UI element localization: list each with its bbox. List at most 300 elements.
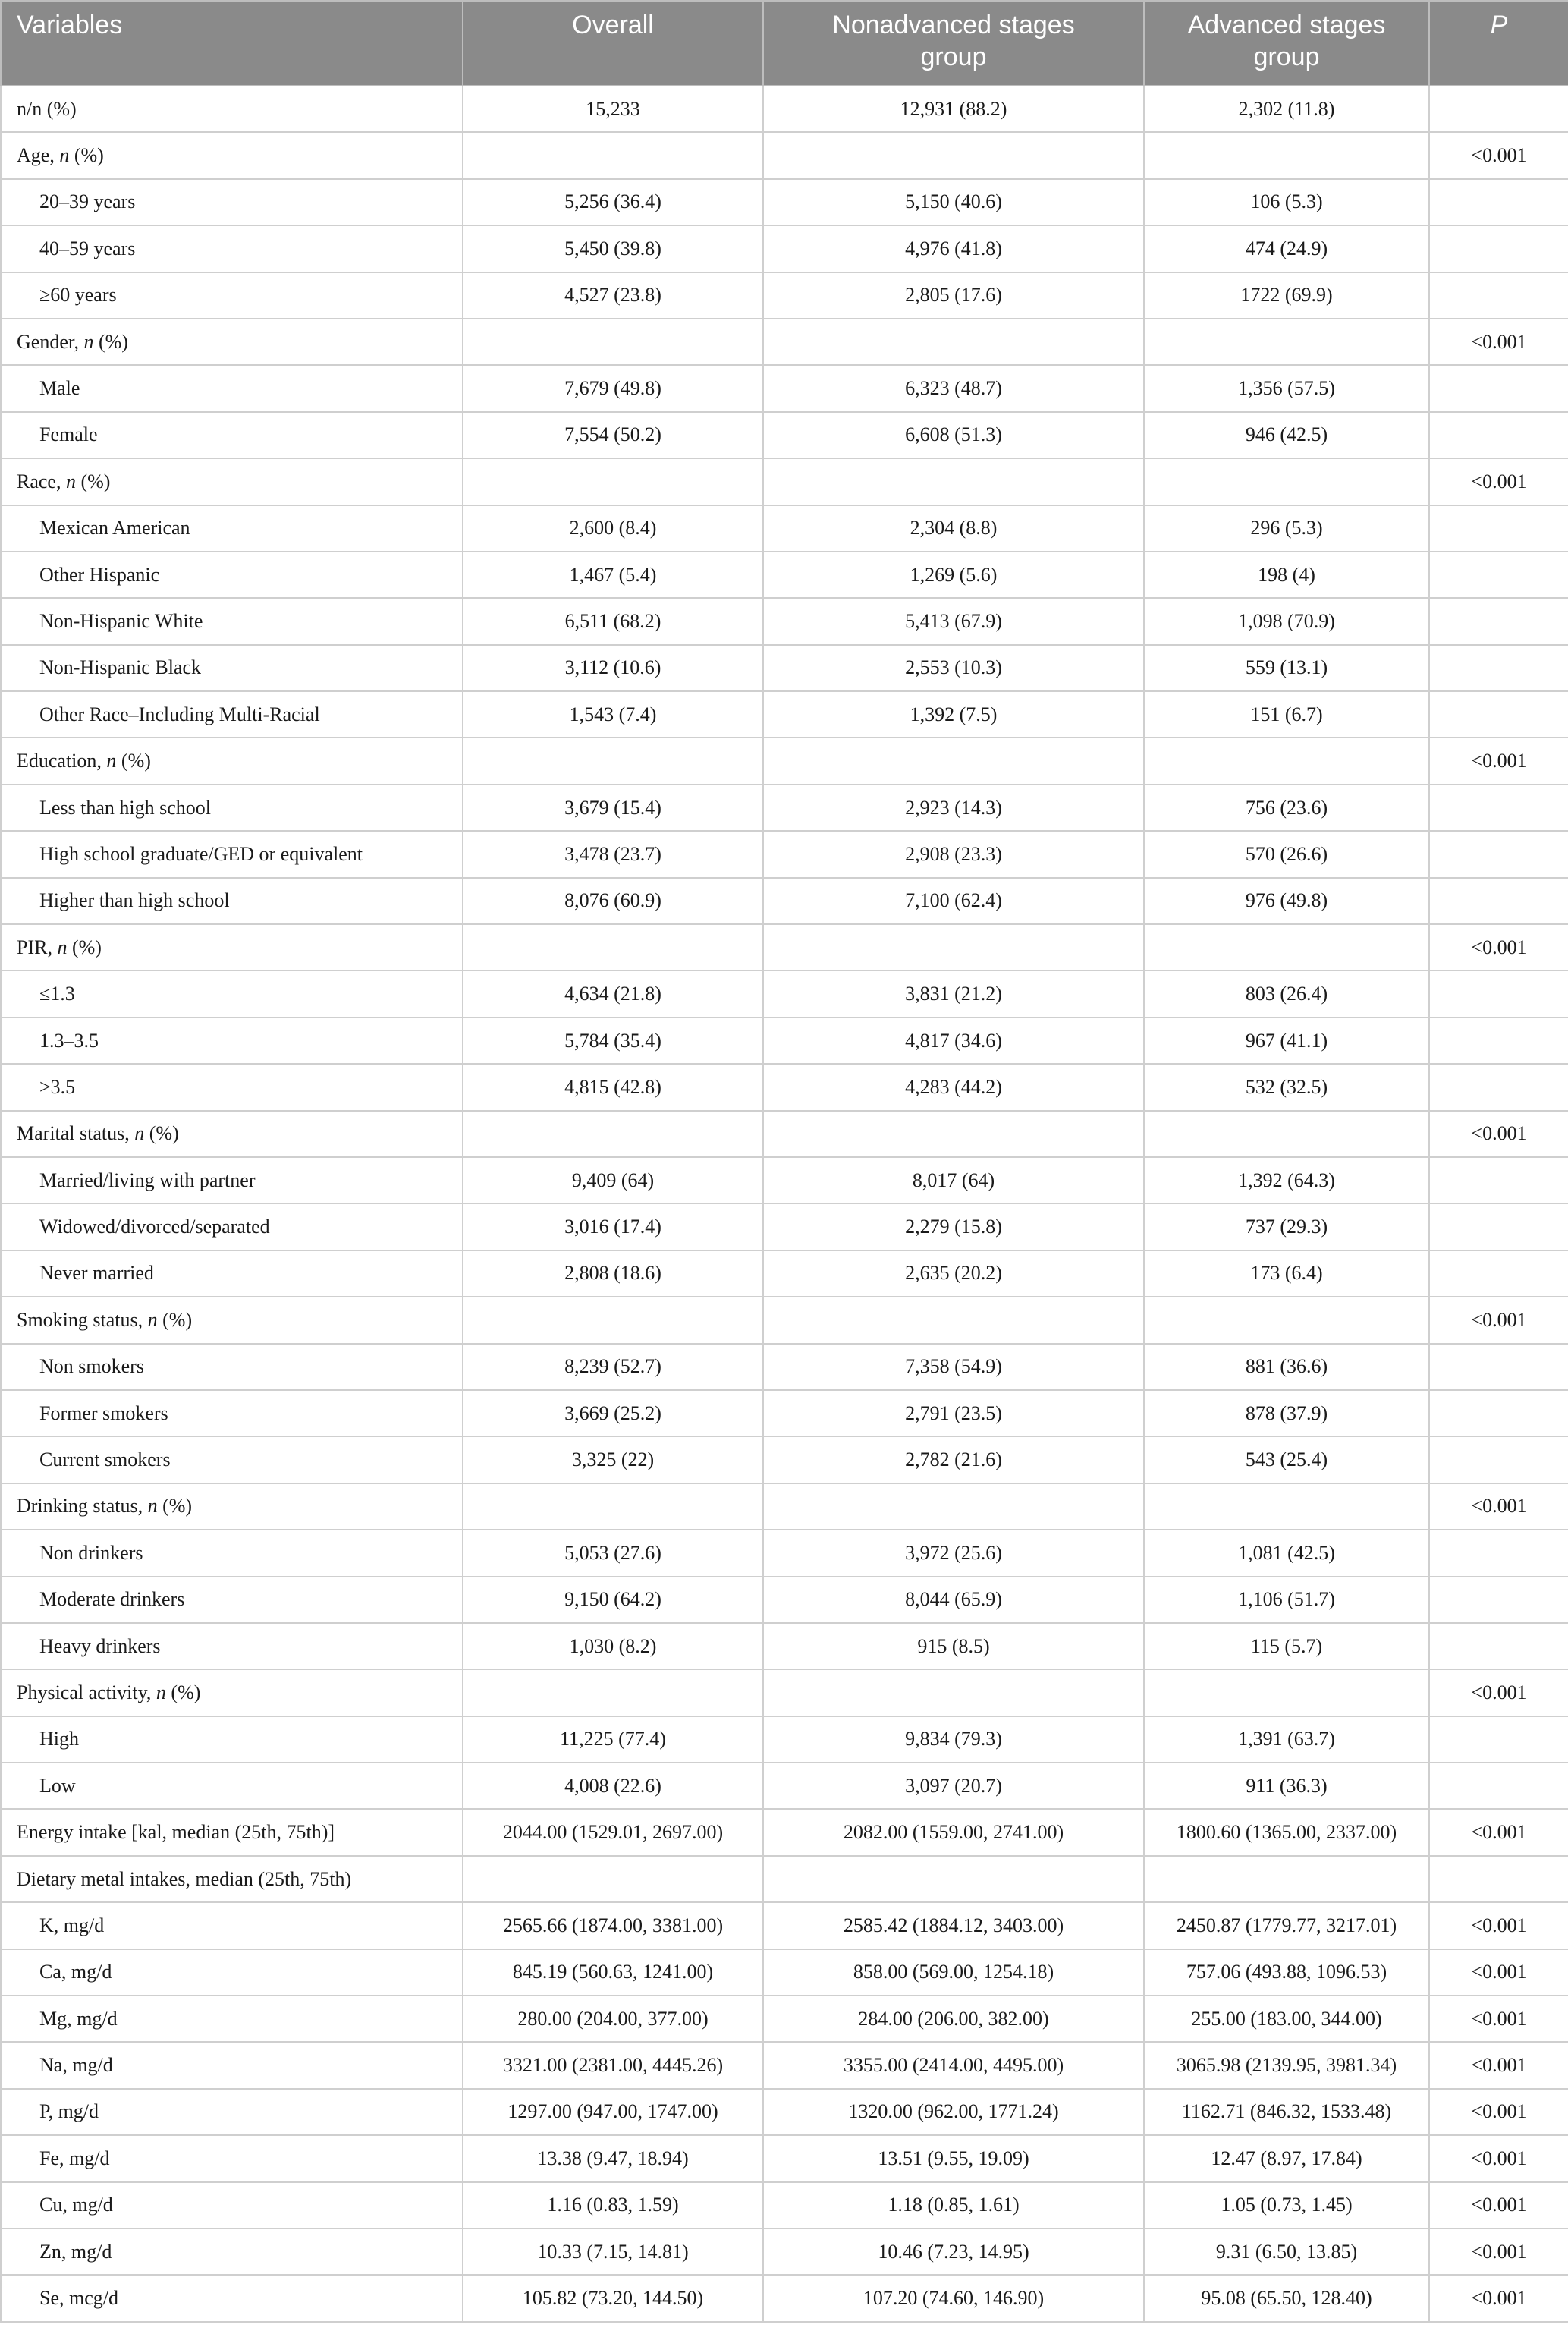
variable-label-prefix: Race, bbox=[17, 470, 66, 492]
variable-cell bbox=[1, 319, 463, 365]
nonadvanced-cell: 10.46 (7.23, 14.95) bbox=[763, 2228, 1144, 2275]
advanced-cell: 1,098 (70.9) bbox=[1144, 598, 1429, 644]
table-row bbox=[1, 970, 1568, 1017]
advanced-cell: 1,081 (42.5) bbox=[1144, 1530, 1429, 1576]
variable-cell: Widowed/divorced/separated bbox=[1, 1203, 463, 1250]
variable-cell: P, mg/d bbox=[1, 2089, 463, 2135]
p-value-cell bbox=[1429, 1577, 1568, 1623]
nonadvanced-cell: 2,279 (15.8) bbox=[763, 1203, 1144, 1250]
nonadvanced-cell: 12,931 (88.2) bbox=[763, 86, 1144, 132]
variable-cell: Never married bbox=[1, 1250, 463, 1297]
advanced-cell: 1,106 (51.7) bbox=[1144, 1577, 1429, 1623]
variable-cell: High school graduate/GED or equivalent bbox=[1, 831, 463, 877]
table-row bbox=[1, 552, 1568, 598]
overall-cell: 10.33 (7.15, 14.81) bbox=[463, 2228, 763, 2275]
advanced-cell: 12.47 (8.97, 17.84) bbox=[1144, 2135, 1429, 2181]
table-row bbox=[1, 1577, 1568, 1623]
overall-cell: 3,679 (15.4) bbox=[463, 785, 763, 831]
p-value-cell bbox=[1429, 225, 1568, 272]
advanced-cell: 1.05 (0.73, 1.45) bbox=[1144, 2182, 1429, 2228]
advanced-cell: 2,302 (11.8) bbox=[1144, 86, 1429, 132]
table-row bbox=[1, 2042, 1568, 2088]
table-row bbox=[1, 86, 1568, 132]
nonadvanced-cell: 2,553 (10.3) bbox=[763, 645, 1144, 691]
overall-cell bbox=[463, 319, 763, 365]
table-row bbox=[1, 1250, 1568, 1297]
advanced-cell: 976 (49.8) bbox=[1144, 878, 1429, 924]
nonadvanced-cell: 1320.00 (962.00, 1771.24) bbox=[763, 2089, 1144, 2135]
advanced-cell: 9.31 (6.50, 13.85) bbox=[1144, 2228, 1429, 2275]
nonadvanced-cell: 2585.42 (1884.12, 3403.00) bbox=[763, 1902, 1144, 1949]
advanced-cell: 559 (13.1) bbox=[1144, 645, 1429, 691]
nonadvanced-cell bbox=[763, 132, 1144, 178]
variable-label-prefix: Age, bbox=[17, 144, 60, 167]
overall-cell: 4,527 (23.8) bbox=[463, 272, 763, 319]
table-row bbox=[1, 1530, 1568, 1576]
header-advanced-line2: group bbox=[1253, 42, 1320, 71]
variable-cell: Cu, mg/d bbox=[1, 2182, 463, 2228]
overall-cell bbox=[463, 924, 763, 970]
advanced-cell: 756 (23.6) bbox=[1144, 785, 1429, 831]
nonadvanced-cell: 6,323 (48.7) bbox=[763, 365, 1144, 411]
overall-cell: 280.00 (204.00, 377.00) bbox=[463, 1996, 763, 2042]
advanced-cell: 570 (26.6) bbox=[1144, 831, 1429, 877]
advanced-cell: 543 (25.4) bbox=[1144, 1436, 1429, 1483]
p-value-cell: <0.001 bbox=[1429, 1297, 1568, 1343]
nonadvanced-cell: 8,017 (64) bbox=[763, 1157, 1144, 1203]
nonadvanced-cell: 3,097 (20.7) bbox=[763, 1763, 1144, 1809]
table-row bbox=[1, 1344, 1568, 1390]
nonadvanced-cell bbox=[763, 1111, 1144, 1157]
overall-cell: 2044.00 (1529.01, 2697.00) bbox=[463, 1809, 763, 1855]
p-value-cell: <0.001 bbox=[1429, 924, 1568, 970]
p-value-cell bbox=[1429, 1203, 1568, 1250]
variable-label-prefix: Education, bbox=[17, 750, 107, 772]
p-value-cell: <0.001 bbox=[1429, 1902, 1568, 1949]
nonadvanced-cell bbox=[763, 924, 1144, 970]
overall-cell: 6,511 (68.2) bbox=[463, 598, 763, 644]
table-row bbox=[1, 179, 1568, 225]
variable-cell: Dietary metal intakes, median (25th, 75th) bbox=[1, 1856, 463, 1902]
variable-cell: Male bbox=[1, 365, 463, 411]
table-row bbox=[1, 319, 1568, 365]
nonadvanced-cell: 3,831 (21.2) bbox=[763, 970, 1144, 1017]
advanced-cell: 1800.60 (1365.00, 2337.00) bbox=[1144, 1809, 1429, 1855]
table-row bbox=[1, 645, 1568, 691]
advanced-cell: 1,392 (64.3) bbox=[1144, 1157, 1429, 1203]
table-row bbox=[1, 1996, 1568, 2042]
p-value-cell bbox=[1429, 878, 1568, 924]
p-value-cell bbox=[1429, 1390, 1568, 1436]
advanced-cell: 1,391 (63.7) bbox=[1144, 1716, 1429, 1763]
overall-cell: 1.16 (0.83, 1.59) bbox=[463, 2182, 763, 2228]
table-row bbox=[1, 831, 1568, 877]
nonadvanced-cell: 1,269 (5.6) bbox=[763, 552, 1144, 598]
table-body bbox=[1, 86, 1568, 2322]
header-nonadvanced bbox=[763, 1, 1144, 86]
p-value-cell: <0.001 bbox=[1429, 2089, 1568, 2135]
variable-cell: ≥60 years bbox=[1, 272, 463, 319]
table-row bbox=[1, 2275, 1568, 2321]
nonadvanced-cell: 6,608 (51.3) bbox=[763, 412, 1144, 458]
variable-label-suffix: (%) bbox=[67, 936, 102, 958]
p-value-cell: <0.001 bbox=[1429, 1949, 1568, 1996]
overall-cell: 1,467 (5.4) bbox=[463, 552, 763, 598]
p-value-cell: <0.001 bbox=[1429, 738, 1568, 784]
variable-label-suffix: (%) bbox=[157, 1495, 193, 1518]
p-value-cell: <0.001 bbox=[1429, 132, 1568, 178]
advanced-cell: 151 (6.7) bbox=[1144, 691, 1429, 738]
overall-cell: 4,008 (22.6) bbox=[463, 1763, 763, 1809]
overall-cell: 2,808 (18.6) bbox=[463, 1250, 763, 1297]
variable-label-suffix: (%) bbox=[116, 750, 151, 772]
overall-cell: 3,478 (23.7) bbox=[463, 831, 763, 877]
variable-cell bbox=[1, 1297, 463, 1343]
table-row bbox=[1, 785, 1568, 831]
p-value-cell: <0.001 bbox=[1429, 2182, 1568, 2228]
nonadvanced-cell: 13.51 (9.55, 19.09) bbox=[763, 2135, 1144, 2181]
overall-cell: 1,543 (7.4) bbox=[463, 691, 763, 738]
variable-cell: Zn, mg/d bbox=[1, 2228, 463, 2275]
advanced-cell: 474 (24.9) bbox=[1144, 225, 1429, 272]
advanced-cell: 1,356 (57.5) bbox=[1144, 365, 1429, 411]
p-value-cell bbox=[1429, 1018, 1568, 1064]
variable-cell bbox=[1, 738, 463, 784]
p-value-cell bbox=[1429, 272, 1568, 319]
p-value-cell bbox=[1429, 552, 1568, 598]
variable-cell: High bbox=[1, 1716, 463, 1763]
variable-label-suffix: (%) bbox=[93, 330, 128, 353]
advanced-cell: 967 (41.1) bbox=[1144, 1018, 1429, 1064]
table-row bbox=[1, 598, 1568, 644]
variable-label-n: n bbox=[57, 936, 68, 958]
advanced-cell: 1722 (69.9) bbox=[1144, 272, 1429, 319]
nonadvanced-cell: 2,635 (20.2) bbox=[763, 1250, 1144, 1297]
header-overall: Overall bbox=[463, 1, 763, 86]
p-value-cell: <0.001 bbox=[1429, 2275, 1568, 2321]
p-value-cell: <0.001 bbox=[1429, 1483, 1568, 1530]
variable-cell: Former smokers bbox=[1, 1390, 463, 1436]
header-p-value: P bbox=[1429, 1, 1568, 86]
advanced-cell: 296 (5.3) bbox=[1144, 505, 1429, 552]
p-value-cell: <0.001 bbox=[1429, 1996, 1568, 2042]
variable-cell bbox=[1, 1669, 463, 1716]
variable-cell bbox=[1, 924, 463, 970]
advanced-cell bbox=[1144, 319, 1429, 365]
overall-cell: 13.38 (9.47, 18.94) bbox=[463, 2135, 763, 2181]
table-row bbox=[1, 1436, 1568, 1483]
variable-cell: Heavy drinkers bbox=[1, 1623, 463, 1669]
advanced-cell: 532 (32.5) bbox=[1144, 1064, 1429, 1110]
overall-cell: 105.82 (73.20, 144.50) bbox=[463, 2275, 763, 2321]
overall-cell: 4,815 (42.8) bbox=[463, 1064, 763, 1110]
advanced-cell bbox=[1144, 132, 1429, 178]
advanced-cell: 737 (29.3) bbox=[1144, 1203, 1429, 1250]
p-value-cell bbox=[1429, 505, 1568, 552]
nonadvanced-cell: 858.00 (569.00, 1254.18) bbox=[763, 1949, 1144, 1996]
advanced-cell bbox=[1144, 1111, 1429, 1157]
table-row bbox=[1, 458, 1568, 505]
table-row bbox=[1, 924, 1568, 970]
table-row bbox=[1, 1483, 1568, 1530]
nonadvanced-cell: 2082.00 (1559.00, 2741.00) bbox=[763, 1809, 1144, 1855]
variable-cell: Mexican American bbox=[1, 505, 463, 552]
table-row bbox=[1, 365, 1568, 411]
overall-cell bbox=[463, 458, 763, 505]
variable-cell: ≤1.3 bbox=[1, 970, 463, 1017]
overall-cell: 845.19 (560.63, 1241.00) bbox=[463, 1949, 763, 1996]
variable-label-prefix: Gender, bbox=[17, 330, 84, 353]
p-value-cell bbox=[1429, 1856, 1568, 1902]
variable-cell: Moderate drinkers bbox=[1, 1577, 463, 1623]
variable-cell: Non smokers bbox=[1, 1344, 463, 1390]
advanced-cell: 757.06 (493.88, 1096.53) bbox=[1144, 1949, 1429, 1996]
nonadvanced-cell: 2,805 (17.6) bbox=[763, 272, 1144, 319]
overall-cell: 3,325 (22) bbox=[463, 1436, 763, 1483]
overall-cell: 15,233 bbox=[463, 86, 763, 132]
advanced-cell: 106 (5.3) bbox=[1144, 179, 1429, 225]
p-value-cell: <0.001 bbox=[1429, 2042, 1568, 2088]
nonadvanced-cell bbox=[763, 1856, 1144, 1902]
nonadvanced-cell: 7,358 (54.9) bbox=[763, 1344, 1144, 1390]
p-value-cell bbox=[1429, 412, 1568, 458]
variable-label-n: n bbox=[156, 1681, 166, 1703]
advanced-cell: 911 (36.3) bbox=[1144, 1763, 1429, 1809]
advanced-cell bbox=[1144, 458, 1429, 505]
nonadvanced-cell: 2,791 (23.5) bbox=[763, 1390, 1144, 1436]
p-value-cell bbox=[1429, 831, 1568, 877]
overall-cell bbox=[463, 1856, 763, 1902]
variable-label-n: n bbox=[59, 144, 70, 167]
variable-cell: Married/living with partner bbox=[1, 1157, 463, 1203]
overall-cell bbox=[463, 1669, 763, 1716]
variable-cell: Non-Hispanic Black bbox=[1, 645, 463, 691]
variable-label-prefix: PIR, bbox=[17, 936, 58, 958]
advanced-cell bbox=[1144, 738, 1429, 784]
p-value-cell bbox=[1429, 1530, 1568, 1576]
variable-cell: Non-Hispanic White bbox=[1, 598, 463, 644]
overall-cell: 5,450 (39.8) bbox=[463, 225, 763, 272]
overall-cell: 4,634 (21.8) bbox=[463, 970, 763, 1017]
nonadvanced-cell bbox=[763, 458, 1144, 505]
header-variables: Variables bbox=[1, 1, 463, 86]
overall-cell: 5,784 (35.4) bbox=[463, 1018, 763, 1064]
nonadvanced-cell bbox=[763, 738, 1144, 784]
p-value-cell bbox=[1429, 1250, 1568, 1297]
variable-cell: 40–59 years bbox=[1, 225, 463, 272]
header-advanced bbox=[1144, 1, 1429, 86]
variable-cell: Non drinkers bbox=[1, 1530, 463, 1576]
table-row bbox=[1, 1856, 1568, 1902]
table-row bbox=[1, 691, 1568, 738]
header-nonadvanced-line2: group bbox=[920, 42, 987, 71]
overall-cell: 1297.00 (947.00, 1747.00) bbox=[463, 2089, 763, 2135]
p-value-cell bbox=[1429, 179, 1568, 225]
p-value-cell bbox=[1429, 1064, 1568, 1110]
advanced-cell: 1162.71 (846.32, 1533.48) bbox=[1144, 2089, 1429, 2135]
nonadvanced-cell: 2,304 (8.8) bbox=[763, 505, 1144, 552]
p-value-cell bbox=[1429, 1157, 1568, 1203]
nonadvanced-cell: 2,908 (23.3) bbox=[763, 831, 1144, 877]
table-row bbox=[1, 1716, 1568, 1763]
variable-label-suffix: (%) bbox=[157, 1308, 193, 1331]
nonadvanced-cell: 4,976 (41.8) bbox=[763, 225, 1144, 272]
overall-cell bbox=[463, 1111, 763, 1157]
overall-cell: 1,030 (8.2) bbox=[463, 1623, 763, 1669]
p-value-cell bbox=[1429, 1436, 1568, 1483]
variable-cell: 20–39 years bbox=[1, 179, 463, 225]
table-row bbox=[1, 272, 1568, 319]
variable-cell: Mg, mg/d bbox=[1, 1996, 463, 2042]
variable-label-n: n bbox=[83, 330, 94, 353]
advanced-cell: 115 (5.7) bbox=[1144, 1623, 1429, 1669]
variable-label-suffix: (%) bbox=[69, 144, 104, 167]
nonadvanced-cell bbox=[763, 319, 1144, 365]
overall-cell bbox=[463, 1483, 763, 1530]
variable-label-prefix: Smoking status, bbox=[17, 1308, 148, 1331]
advanced-cell bbox=[1144, 1669, 1429, 1716]
nonadvanced-cell: 284.00 (206.00, 382.00) bbox=[763, 1996, 1144, 2042]
variable-cell: 1.3–3.5 bbox=[1, 1018, 463, 1064]
overall-cell: 3321.00 (2381.00, 4445.26) bbox=[463, 2042, 763, 2088]
p-value-cell bbox=[1429, 598, 1568, 644]
variable-cell: Higher than high school bbox=[1, 878, 463, 924]
p-value-cell: <0.001 bbox=[1429, 1669, 1568, 1716]
overall-cell: 7,679 (49.8) bbox=[463, 365, 763, 411]
p-value-cell: <0.001 bbox=[1429, 1809, 1568, 1855]
overall-cell: 9,409 (64) bbox=[463, 1157, 763, 1203]
variable-cell bbox=[1, 132, 463, 178]
variable-cell bbox=[1, 1483, 463, 1530]
p-value-cell: <0.001 bbox=[1429, 458, 1568, 505]
p-value-cell bbox=[1429, 645, 1568, 691]
overall-cell bbox=[463, 1297, 763, 1343]
advanced-cell: 3065.98 (2139.95, 3981.34) bbox=[1144, 2042, 1429, 2088]
nonadvanced-cell: 2,782 (21.6) bbox=[763, 1436, 1144, 1483]
nonadvanced-cell: 3,972 (25.6) bbox=[763, 1530, 1144, 1576]
variable-cell: Se, mcg/d bbox=[1, 2275, 463, 2321]
table-row bbox=[1, 2089, 1568, 2135]
table-row bbox=[1, 1763, 1568, 1809]
p-value-cell bbox=[1429, 970, 1568, 1017]
variable-label-n: n bbox=[147, 1495, 158, 1518]
nonadvanced-cell: 8,044 (65.9) bbox=[763, 1577, 1144, 1623]
overall-cell: 11,225 (77.4) bbox=[463, 1716, 763, 1763]
table-row bbox=[1, 225, 1568, 272]
nonadvanced-cell: 1.18 (0.85, 1.61) bbox=[763, 2182, 1144, 2228]
nonadvanced-cell bbox=[763, 1483, 1144, 1530]
p-value-cell: <0.001 bbox=[1429, 2135, 1568, 2181]
advanced-cell: 878 (37.9) bbox=[1144, 1390, 1429, 1436]
advanced-cell: 803 (26.4) bbox=[1144, 970, 1429, 1017]
nonadvanced-cell: 4,283 (44.2) bbox=[763, 1064, 1144, 1110]
table-row bbox=[1, 1669, 1568, 1716]
variable-cell: n/n (%) bbox=[1, 86, 463, 132]
table-row bbox=[1, 1390, 1568, 1436]
overall-cell: 3,016 (17.4) bbox=[463, 1203, 763, 1250]
p-value-cell bbox=[1429, 1623, 1568, 1669]
header-nonadvanced-line1: Nonadvanced stages bbox=[832, 11, 1075, 39]
overall-cell: 2,600 (8.4) bbox=[463, 505, 763, 552]
header-advanced-line1: Advanced stages bbox=[1187, 11, 1386, 39]
variable-label-n: n bbox=[65, 470, 76, 492]
variable-cell: Female bbox=[1, 412, 463, 458]
overall-cell: 3,112 (10.6) bbox=[463, 645, 763, 691]
advanced-cell: 946 (42.5) bbox=[1144, 412, 1429, 458]
nonadvanced-cell: 3355.00 (2414.00, 4495.00) bbox=[763, 2042, 1144, 2088]
p-value-cell bbox=[1429, 1344, 1568, 1390]
table-row bbox=[1, 2228, 1568, 2275]
advanced-cell: 198 (4) bbox=[1144, 552, 1429, 598]
advanced-cell bbox=[1144, 924, 1429, 970]
table-row bbox=[1, 1203, 1568, 1250]
overall-cell bbox=[463, 132, 763, 178]
nonadvanced-cell: 9,834 (79.3) bbox=[763, 1716, 1144, 1763]
advanced-cell: 95.08 (65.50, 128.40) bbox=[1144, 2275, 1429, 2321]
variable-label-suffix: (%) bbox=[165, 1681, 201, 1703]
nonadvanced-cell bbox=[763, 1297, 1144, 1343]
table-row bbox=[1, 1157, 1568, 1203]
overall-cell: 2565.66 (1874.00, 3381.00) bbox=[463, 1902, 763, 1949]
variable-cell: K, mg/d bbox=[1, 1902, 463, 1949]
table-row bbox=[1, 738, 1568, 784]
overall-cell: 8,076 (60.9) bbox=[463, 878, 763, 924]
p-value-cell bbox=[1429, 86, 1568, 132]
advanced-cell bbox=[1144, 1856, 1429, 1902]
variable-label-prefix: Physical activity, bbox=[17, 1681, 156, 1703]
table-row bbox=[1, 1018, 1568, 1064]
p-value-cell bbox=[1429, 785, 1568, 831]
table-row bbox=[1, 1111, 1568, 1157]
overall-cell: 8,239 (52.7) bbox=[463, 1344, 763, 1390]
variable-cell: Low bbox=[1, 1763, 463, 1809]
variable-cell: Energy intake [kal, median (25th, 75th)] bbox=[1, 1809, 463, 1855]
variable-label-prefix: Drinking status, bbox=[17, 1495, 148, 1518]
table-row bbox=[1, 1809, 1568, 1855]
variable-cell: Other Race–Including Multi-Racial bbox=[1, 691, 463, 738]
overall-cell: 5,256 (36.4) bbox=[463, 179, 763, 225]
variable-label-n: n bbox=[134, 1122, 145, 1145]
variable-label-suffix: (%) bbox=[144, 1122, 179, 1145]
nonadvanced-cell: 5,150 (40.6) bbox=[763, 179, 1144, 225]
variable-label-prefix: Marital status, bbox=[17, 1122, 135, 1145]
nonadvanced-cell: 7,100 (62.4) bbox=[763, 878, 1144, 924]
table-row bbox=[1, 1902, 1568, 1949]
p-value-cell bbox=[1429, 365, 1568, 411]
variable-cell bbox=[1, 1111, 463, 1157]
p-value-cell: <0.001 bbox=[1429, 319, 1568, 365]
table-row bbox=[1, 2135, 1568, 2181]
table-row bbox=[1, 1064, 1568, 1110]
variable-cell: Current smokers bbox=[1, 1436, 463, 1483]
variable-cell: Ca, mg/d bbox=[1, 1949, 463, 1996]
table-row bbox=[1, 505, 1568, 552]
overall-cell: 5,053 (27.6) bbox=[463, 1530, 763, 1576]
p-value-cell bbox=[1429, 1716, 1568, 1763]
variable-cell: >3.5 bbox=[1, 1064, 463, 1110]
p-value-cell bbox=[1429, 691, 1568, 738]
variable-label-n: n bbox=[106, 750, 117, 772]
advanced-cell bbox=[1144, 1297, 1429, 1343]
table-row bbox=[1, 412, 1568, 458]
nonadvanced-cell: 4,817 (34.6) bbox=[763, 1018, 1144, 1064]
overall-cell bbox=[463, 738, 763, 784]
table-row bbox=[1, 132, 1568, 178]
table-row bbox=[1, 2182, 1568, 2228]
nonadvanced-cell: 1,392 (7.5) bbox=[763, 691, 1144, 738]
variable-cell bbox=[1, 458, 463, 505]
nonadvanced-cell: 2,923 (14.3) bbox=[763, 785, 1144, 831]
